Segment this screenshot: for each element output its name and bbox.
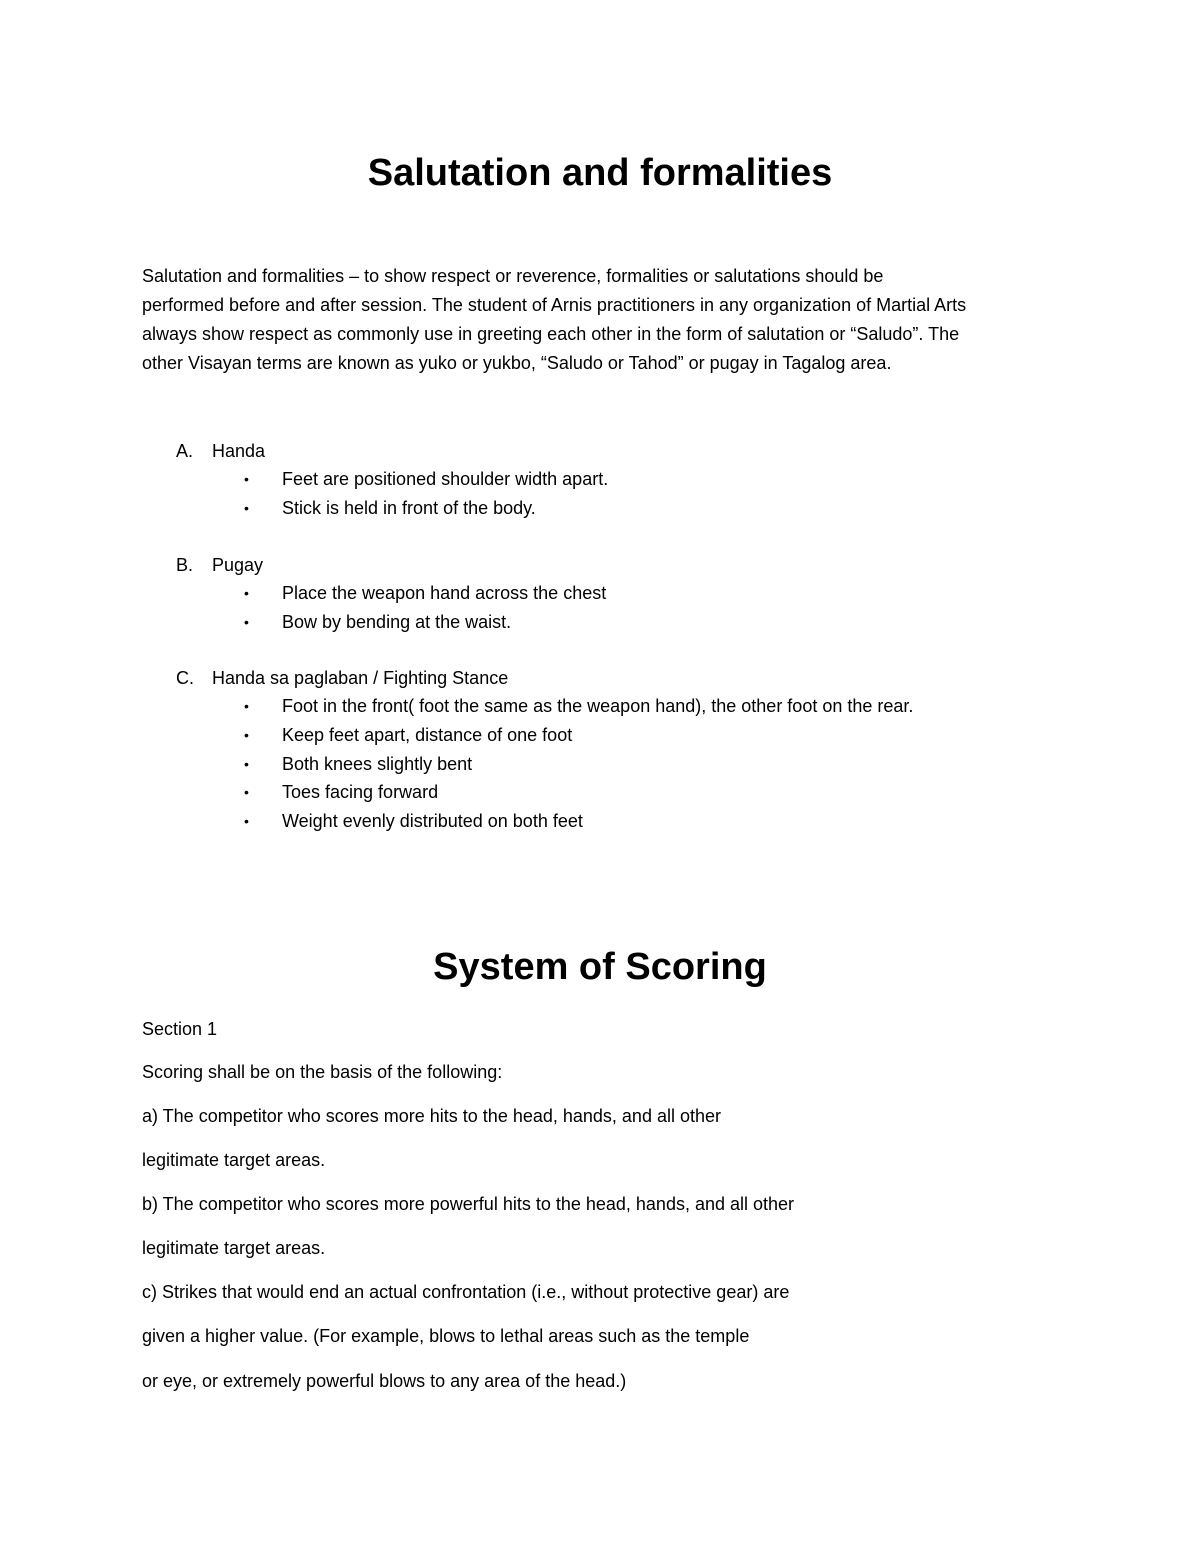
bullet-text: Foot in the front( foot the same as the weapon hand), the other foot on the rear. (282, 696, 914, 716)
bullet-icon: • (244, 784, 249, 800)
bullet-item (244, 778, 438, 806)
bullet-item (244, 494, 536, 522)
title-salutation: Salutation and formalities (367, 152, 833, 194)
intro-paragraph (142, 262, 1072, 378)
bullet-icon: • (244, 727, 249, 743)
list-item-pugay (176, 551, 263, 579)
list-item-label: Handa sa paglaban / Fighting Stance (212, 668, 509, 688)
scoring-line: c) Strikes that would end an actual confrontation (i.e., without protective gear) are (142, 1282, 790, 1302)
list-marker: B. (176, 555, 194, 575)
bullet-icon: • (244, 756, 249, 772)
bullet-text: Bow by bending at the waist. (282, 612, 512, 632)
bullet-item (244, 465, 608, 493)
list-item-handa (176, 437, 265, 465)
bullet-text: Weight evenly distributed on both feet (282, 811, 583, 831)
intro-line: other Visayan terms are known as yuko or yukbo, “Saludo or Tahod” or pugay in Tagalog area. (142, 353, 892, 373)
intro-line: always show respect as commonly use in greeting each other in the form of salutation or “Saludo”. The (142, 324, 960, 344)
scoring-line: or eye, or extremely powerful blows to any area of the head.) (142, 1371, 627, 1391)
bullet-text: Stick is held in front of the body. (282, 498, 536, 518)
list-item-fighting-stance (176, 664, 508, 692)
list-item-label: Pugay (212, 555, 264, 575)
scoring-section-label: Section 1 (142, 1019, 218, 1039)
bullet-icon: • (244, 698, 249, 714)
bullet-item (244, 692, 913, 720)
bullet-text: Keep feet apart, distance of one foot (282, 725, 573, 745)
scoring-line: given a higher value. (For example, blows to lethal areas such as the temple (142, 1326, 750, 1346)
scoring-line: a) The competitor who scores more hits to the head, hands, and all other (142, 1106, 721, 1126)
bullet-item (244, 807, 583, 835)
bullet-text: Both knees slightly bent (282, 754, 473, 774)
bullet-text: Feet are positioned shoulder width apart. (282, 469, 609, 489)
scoring-line: Scoring shall be on the basis of the following: (142, 1062, 503, 1082)
list-marker: A. (176, 441, 194, 461)
bullet-item (244, 721, 572, 749)
bullet-text: Place the weapon hand across the chest (282, 583, 607, 603)
bullet-icon: • (244, 471, 249, 487)
intro-line: performed before and after session. The student of Arnis practitioners in any organization of Martial Arts (142, 295, 967, 315)
intro-line: Salutation and formalities – to show respect or reverence, formalities or salutations should be (142, 266, 884, 286)
list-marker: C. (176, 668, 194, 688)
bullet-text: Toes facing forward (282, 782, 439, 802)
scoring-line: legitimate target areas. (142, 1150, 326, 1170)
bullet-icon: • (244, 614, 249, 630)
bullet-item (244, 750, 472, 778)
bullet-item (244, 608, 511, 636)
title-scoring: System of Scoring (433, 946, 767, 988)
scoring-line: b) The competitor who scores more powerful hits to the head, hands, and all other (142, 1194, 795, 1214)
bullet-item (244, 579, 606, 607)
bullet-icon: • (244, 500, 249, 516)
scoring-line: legitimate target areas. (142, 1238, 326, 1258)
bullet-icon: • (244, 585, 249, 601)
list-item-label: Handa (212, 441, 266, 461)
bullet-icon: • (244, 813, 249, 829)
